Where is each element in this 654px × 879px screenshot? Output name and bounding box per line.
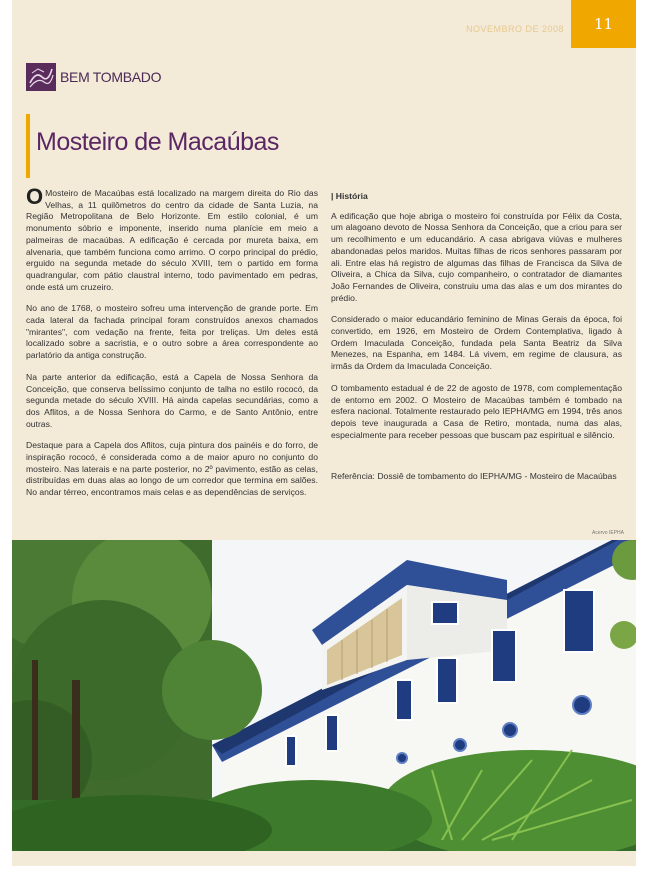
- paragraph-intro: [26, 184, 318, 293]
- photo-credit: Acervo IEPHA: [592, 530, 624, 536]
- paragraph-history: A edificação que hoje abriga o mosteiro foi construída por Félix da Costa, um alagoano devoto de Nossa Senhora da Conceição, que a criou para ser um recolhimento e um educandário. A casa abrigava viúvas e mulheres abandonadas pelos maridos. Muitas filhas de ricos senhores passaram por ali. Entre elas há registro de algumas das filhas de Francisca da Silva de Oliveira, a Chica da Silva, cujo companheiro, o contratador de diamantes João Fernandes de Oliveira, construiu uma das alas e um dos mirantes do prédio.: [331, 210, 622, 303]
- paragraph-listing: O tombamento estadual é de 22 de agosto de 1978, com complementação de entorno em 2002. O Mosteiro de Macaúbas também é tombado na esfera nacional. Totalmente restaurado pelo IEPHA/MG em 1994, três anos depois teve inaugurada a Casa de Retiro, montada, numa das alas, especialmente para receber pessoas que buscam paz espiritual e silêncio.: [331, 382, 622, 440]
- page-number: 11: [571, 0, 636, 48]
- title-accent-bar: [26, 114, 30, 178]
- article-title: Mosteiro de Macaúbas: [36, 128, 279, 156]
- paragraph-chapel: Na parte anterior da edificação, está a Capela de Nossa Senhora da Conceição, que conserva belíssimo conjunto de talha no estilo rococó, da segunda metade do século XVIII. Há ainda capelas secundárias, como a dos Aflitos, a de Nossa Senhora do Carmo, e de Santo Antônio, entre outras.: [26, 371, 318, 429]
- section-logo-icon: [26, 63, 56, 91]
- paragraph-convent: Considerado o maior educandário feminino de Minas Gerais da época, foi convertido, em 1926, em Mosteiro de Ordem Contemplativa, ligado à Ordem Imaculada Conceição, fundada pela Santa Beatriz da Silva Menezes, na Espanha, em 1484. Lá vivem, em regime de clausura, as irmãs da Ordem da Imaculada Conceição.: [331, 314, 622, 372]
- paragraph-aflitos: Destaque para a Capela dos Aflitos, cuja pintura dos painéis e do forro, de inspiração rococó, é considerada como a de maior apuro no conjunto do mosteiro. Nas laterais e na parte posterior, no 2º pavimento, estão as celas, distribuídas em duas alas ao longo de um corredor que termina em salões. No andar térreo, encontramos mais celas e as dependências de serviços.: [26, 440, 318, 498]
- section-label: BEM TOMBADO: [60, 69, 162, 85]
- history-heading: | História: [331, 191, 368, 201]
- dropcap: O: [26, 184, 44, 209]
- reference-note: Referência: Dossiê de tombamento do IEPHA/MG - Mosteiro de Macaúbas: [331, 471, 617, 482]
- paragraph-text: Mosteiro de Macaúbas está localizado na margem direita do Rio das Velhas, a 11 quilômetros do centro da cidade de Santa Luzia, na Região Metropolitana de Belo Horizonte. Em estilo colonial, é um monumento sóbrio e imponente, inserido numa planície em meio a palmeiras de macaúbas. A edificação é cercada por mureta baixa, em alvenaria, que também funciona como arrimo. O corpo principal do prédio, erguido na segunda metade do século XVIII, tem o partido em forma quadrangular, com pátio claustral interno, todo pavimentado em pedras, onde está um cruzeiro.: [26, 188, 318, 292]
- right-column: [331, 191, 622, 493]
- left-column: [26, 184, 318, 509]
- monastery-photo: [12, 540, 636, 851]
- issue-date: NOVEMBRO DE 2008: [466, 24, 565, 34]
- paragraph-intervention: No ano de 1768, o mosteiro sofreu uma intervenção de grande porte. Em cada lateral da fachada principal foram construídos anexos chamados "mirantes", com vedação na frente, feita por treliças. Um deles está localizado sobre a sacristia, e o outro sobre a área correspondente ao parlatório da antiga construção.: [26, 303, 318, 361]
